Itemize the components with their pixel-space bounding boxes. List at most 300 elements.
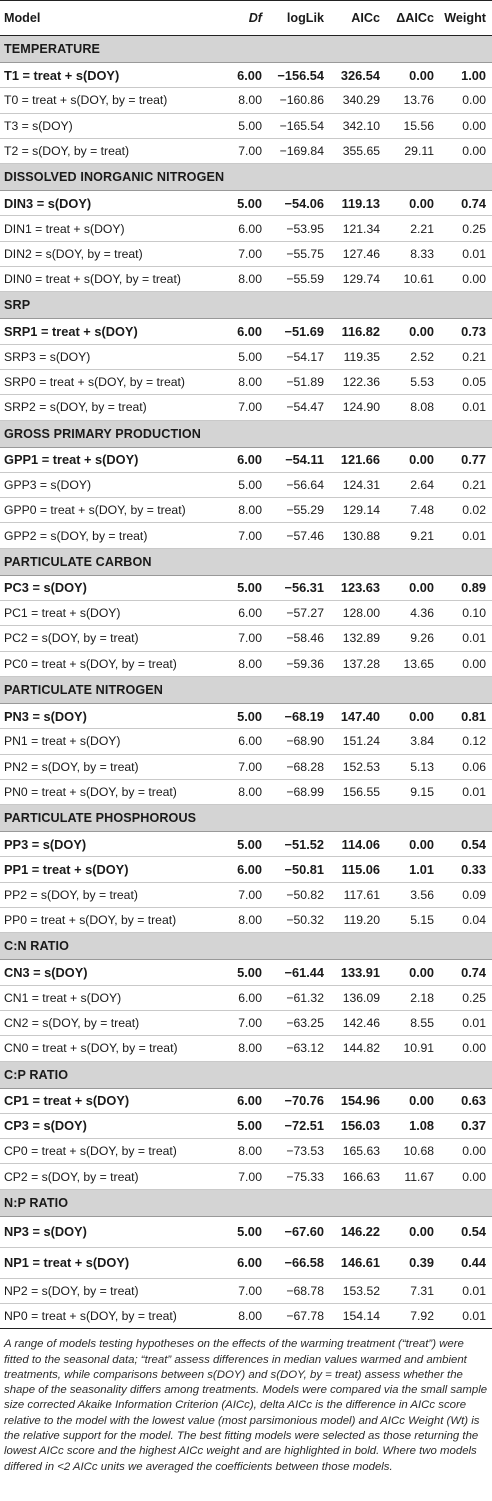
table-row — [0, 319, 492, 344]
cell-weight: 0.54 — [440, 832, 492, 857]
table-row — [0, 523, 492, 548]
cell-loglik: −54.47 — [268, 395, 330, 420]
cell-df: 7.00 — [218, 1010, 268, 1035]
cell-weight: 0.02 — [440, 498, 492, 523]
cell-weight: 0.01 — [440, 241, 492, 266]
cell-weight: 0.06 — [440, 754, 492, 779]
section-header-row — [0, 1061, 492, 1088]
cell-df: 6.00 — [218, 63, 268, 88]
cell-weight: 0.00 — [440, 267, 492, 292]
cell-df: 5.00 — [218, 1113, 268, 1138]
table-row — [0, 1247, 492, 1278]
cell-model: GPP0 = treat + s(DOY, by = treat) — [0, 498, 218, 523]
cell-loglik: −54.06 — [268, 191, 330, 216]
table-row — [0, 267, 492, 292]
cell-aicc: 151.24 — [330, 729, 386, 754]
section-header-row — [0, 1189, 492, 1216]
cell-loglik: −72.51 — [268, 1113, 330, 1138]
cell-loglik: −68.90 — [268, 729, 330, 754]
cell-weight: 0.25 — [440, 985, 492, 1010]
table-row — [0, 703, 492, 728]
cell-loglik: −56.64 — [268, 472, 330, 497]
cell-model: SRP1 = treat + s(DOY) — [0, 319, 218, 344]
cell-df: 8.00 — [218, 369, 268, 394]
cell-model: PN1 = treat + s(DOY) — [0, 729, 218, 754]
cell-aicc: 147.40 — [330, 703, 386, 728]
cell-delta-aicc: 0.00 — [386, 1216, 440, 1247]
table-row — [0, 575, 492, 600]
col-header-loglik: logLik — [268, 1, 330, 36]
cell-loglik: −165.54 — [268, 113, 330, 138]
cell-model: PC3 = s(DOY) — [0, 575, 218, 600]
table-row — [0, 1113, 492, 1138]
cell-delta-aicc: 8.55 — [386, 1010, 440, 1035]
cell-aicc: 355.65 — [330, 138, 386, 163]
cell-df: 5.00 — [218, 1216, 268, 1247]
cell-model: DIN1 = treat + s(DOY) — [0, 216, 218, 241]
section-header-row — [0, 676, 492, 703]
cell-model: PN2 = s(DOY, by = treat) — [0, 754, 218, 779]
cell-df: 6.00 — [218, 216, 268, 241]
table-row — [0, 626, 492, 651]
cell-aicc: 165.63 — [330, 1139, 386, 1164]
cell-weight: 0.00 — [440, 651, 492, 676]
cell-df: 7.00 — [218, 882, 268, 907]
cell-delta-aicc: 0.00 — [386, 319, 440, 344]
col-header-df: Df — [218, 1, 268, 36]
table-row — [0, 754, 492, 779]
table-row — [0, 344, 492, 369]
cell-delta-aicc: 7.92 — [386, 1303, 440, 1328]
cell-aicc: 137.28 — [330, 651, 386, 676]
cell-loglik: −61.32 — [268, 985, 330, 1010]
cell-weight: 0.00 — [440, 1139, 492, 1164]
cell-aicc: 121.66 — [330, 447, 386, 472]
cell-df: 7.00 — [218, 523, 268, 548]
cell-aicc: 119.20 — [330, 908, 386, 933]
cell-df: 6.00 — [218, 447, 268, 472]
cell-aicc: 326.54 — [330, 63, 386, 88]
table-row — [0, 113, 492, 138]
cell-model: SRP0 = treat + s(DOY, by = treat) — [0, 369, 218, 394]
cell-loglik: −67.60 — [268, 1216, 330, 1247]
cell-df: 8.00 — [218, 1303, 268, 1328]
table-body — [0, 36, 492, 1329]
cell-aicc: 129.14 — [330, 498, 386, 523]
cell-df: 7.00 — [218, 754, 268, 779]
cell-weight: 0.00 — [440, 88, 492, 113]
cell-loglik: −156.54 — [268, 63, 330, 88]
cell-model: PP0 = treat + s(DOY, by = treat) — [0, 908, 218, 933]
cell-delta-aicc: 10.68 — [386, 1139, 440, 1164]
cell-df: 8.00 — [218, 498, 268, 523]
cell-delta-aicc: 8.08 — [386, 395, 440, 420]
cell-weight: 0.04 — [440, 908, 492, 933]
table-row — [0, 88, 492, 113]
cell-delta-aicc: 0.00 — [386, 575, 440, 600]
cell-aicc: 127.46 — [330, 241, 386, 266]
cell-weight: 0.89 — [440, 575, 492, 600]
cell-delta-aicc: 1.08 — [386, 1113, 440, 1138]
cell-loglik: −50.82 — [268, 882, 330, 907]
cell-model: CP1 = treat + s(DOY) — [0, 1088, 218, 1113]
table-row — [0, 857, 492, 882]
cell-weight: 0.10 — [440, 601, 492, 626]
section-title: C:P RATIO — [0, 1061, 492, 1088]
cell-delta-aicc: 2.21 — [386, 216, 440, 241]
cell-loglik: −63.12 — [268, 1036, 330, 1061]
section-header-row — [0, 933, 492, 960]
cell-loglik: −68.28 — [268, 754, 330, 779]
cell-df: 5.00 — [218, 960, 268, 985]
cell-delta-aicc: 9.15 — [386, 779, 440, 804]
cell-aicc: 124.31 — [330, 472, 386, 497]
cell-aicc: 114.06 — [330, 832, 386, 857]
cell-delta-aicc: 2.52 — [386, 344, 440, 369]
table-row — [0, 908, 492, 933]
cell-model: NP2 = s(DOY, by = treat) — [0, 1278, 218, 1303]
cell-weight: 0.01 — [440, 395, 492, 420]
cell-df: 6.00 — [218, 985, 268, 1010]
section-header-row — [0, 805, 492, 832]
cell-delta-aicc: 9.21 — [386, 523, 440, 548]
cell-weight: 1.00 — [440, 63, 492, 88]
cell-loglik: −58.46 — [268, 626, 330, 651]
cell-aicc: 136.09 — [330, 985, 386, 1010]
cell-delta-aicc: 0.00 — [386, 1088, 440, 1113]
table-row — [0, 1164, 492, 1189]
cell-model: CN2 = s(DOY, by = treat) — [0, 1010, 218, 1035]
cell-model: PP3 = s(DOY) — [0, 832, 218, 857]
section-title: TEMPERATURE — [0, 36, 492, 63]
cell-loglik: −57.27 — [268, 601, 330, 626]
col-header-aicc: AICc — [330, 1, 386, 36]
cell-loglik: −50.32 — [268, 908, 330, 933]
cell-delta-aicc: 7.31 — [386, 1278, 440, 1303]
cell-weight: 0.73 — [440, 319, 492, 344]
col-header-model: Model — [0, 1, 218, 36]
cell-aicc: 116.82 — [330, 319, 386, 344]
cell-model: SRP3 = s(DOY) — [0, 344, 218, 369]
table-row — [0, 498, 492, 523]
cell-delta-aicc: 0.39 — [386, 1247, 440, 1278]
cell-delta-aicc: 5.53 — [386, 369, 440, 394]
table-row — [0, 882, 492, 907]
cell-df: 5.00 — [218, 832, 268, 857]
cell-aicc: 153.52 — [330, 1278, 386, 1303]
cell-delta-aicc: 7.48 — [386, 498, 440, 523]
cell-model: CP2 = s(DOY, by = treat) — [0, 1164, 218, 1189]
cell-delta-aicc: 5.15 — [386, 908, 440, 933]
cell-model: DIN3 = s(DOY) — [0, 191, 218, 216]
cell-df: 7.00 — [218, 1164, 268, 1189]
cell-aicc: 156.03 — [330, 1113, 386, 1138]
cell-df: 5.00 — [218, 191, 268, 216]
section-header-row — [0, 164, 492, 191]
cell-weight: 0.01 — [440, 779, 492, 804]
cell-aicc: 152.53 — [330, 754, 386, 779]
cell-aicc: 119.13 — [330, 191, 386, 216]
cell-weight: 0.37 — [440, 1113, 492, 1138]
table-row — [0, 191, 492, 216]
cell-aicc: 156.55 — [330, 779, 386, 804]
cell-df: 5.00 — [218, 703, 268, 728]
cell-loglik: −68.78 — [268, 1278, 330, 1303]
cell-loglik: −66.58 — [268, 1247, 330, 1278]
cell-df: 7.00 — [218, 395, 268, 420]
cell-model: CN1 = treat + s(DOY) — [0, 985, 218, 1010]
cell-df: 7.00 — [218, 626, 268, 651]
section-title: PARTICULATE NITROGEN — [0, 676, 492, 703]
cell-delta-aicc: 8.33 — [386, 241, 440, 266]
table-row — [0, 1303, 492, 1328]
cell-loglik: −59.36 — [268, 651, 330, 676]
cell-weight: 0.00 — [440, 1164, 492, 1189]
cell-model: CP0 = treat + s(DOY, by = treat) — [0, 1139, 218, 1164]
cell-model: GPP2 = s(DOY, by = treat) — [0, 523, 218, 548]
cell-delta-aicc: 3.84 — [386, 729, 440, 754]
cell-aicc: 117.61 — [330, 882, 386, 907]
cell-delta-aicc: 9.26 — [386, 626, 440, 651]
cell-df: 5.00 — [218, 113, 268, 138]
cell-df: 8.00 — [218, 779, 268, 804]
cell-df: 5.00 — [218, 344, 268, 369]
cell-weight: 0.74 — [440, 191, 492, 216]
cell-model: GPP1 = treat + s(DOY) — [0, 447, 218, 472]
cell-model: PC0 = treat + s(DOY, by = treat) — [0, 651, 218, 676]
cell-delta-aicc: 13.65 — [386, 651, 440, 676]
cell-delta-aicc: 10.91 — [386, 1036, 440, 1061]
table-row — [0, 1010, 492, 1035]
cell-loglik: −51.89 — [268, 369, 330, 394]
cell-aicc: 123.63 — [330, 575, 386, 600]
cell-df: 6.00 — [218, 601, 268, 626]
cell-loglik: −53.95 — [268, 216, 330, 241]
cell-delta-aicc: 0.00 — [386, 63, 440, 88]
cell-weight: 0.25 — [440, 216, 492, 241]
cell-aicc: 130.88 — [330, 523, 386, 548]
cell-df: 6.00 — [218, 319, 268, 344]
cell-df: 6.00 — [218, 729, 268, 754]
cell-model: GPP3 = s(DOY) — [0, 472, 218, 497]
table-row — [0, 985, 492, 1010]
cell-weight: 0.63 — [440, 1088, 492, 1113]
table-row — [0, 651, 492, 676]
cell-delta-aicc: 5.13 — [386, 754, 440, 779]
section-title: PARTICULATE CARBON — [0, 548, 492, 575]
table-row — [0, 960, 492, 985]
cell-delta-aicc: 3.56 — [386, 882, 440, 907]
cell-aicc: 146.22 — [330, 1216, 386, 1247]
cell-weight: 0.01 — [440, 1278, 492, 1303]
cell-aicc: 128.00 — [330, 601, 386, 626]
cell-aicc: 115.06 — [330, 857, 386, 882]
cell-aicc: 142.46 — [330, 1010, 386, 1035]
col-header-delta-aicc: ΔAICc — [386, 1, 440, 36]
table-row — [0, 1278, 492, 1303]
cell-aicc: 133.91 — [330, 960, 386, 985]
cell-delta-aicc: 0.00 — [386, 447, 440, 472]
cell-model: CN0 = treat + s(DOY, by = treat) — [0, 1036, 218, 1061]
cell-weight: 0.77 — [440, 447, 492, 472]
cell-model: T0 = treat + s(DOY, by = treat) — [0, 88, 218, 113]
cell-delta-aicc: 10.61 — [386, 267, 440, 292]
cell-loglik: −55.75 — [268, 241, 330, 266]
cell-df: 5.00 — [218, 575, 268, 600]
table-row — [0, 447, 492, 472]
cell-aicc: 342.10 — [330, 113, 386, 138]
cell-delta-aicc: 29.11 — [386, 138, 440, 163]
section-title: C:N RATIO — [0, 933, 492, 960]
cell-weight: 0.12 — [440, 729, 492, 754]
cell-weight: 0.21 — [440, 344, 492, 369]
cell-model: T1 = treat + s(DOY) — [0, 63, 218, 88]
cell-aicc: 121.34 — [330, 216, 386, 241]
cell-df: 8.00 — [218, 1139, 268, 1164]
cell-model: CN3 = s(DOY) — [0, 960, 218, 985]
cell-aicc: 340.29 — [330, 88, 386, 113]
cell-delta-aicc: 15.56 — [386, 113, 440, 138]
section-title: SRP — [0, 292, 492, 319]
cell-model: PN0 = treat + s(DOY, by = treat) — [0, 779, 218, 804]
cell-model: PC2 = s(DOY, by = treat) — [0, 626, 218, 651]
cell-loglik: −169.84 — [268, 138, 330, 163]
cell-loglik: −54.17 — [268, 344, 330, 369]
cell-model: SRP2 = s(DOY, by = treat) — [0, 395, 218, 420]
cell-delta-aicc: 2.64 — [386, 472, 440, 497]
table-row — [0, 216, 492, 241]
cell-df: 6.00 — [218, 1247, 268, 1278]
cell-loglik: −51.52 — [268, 832, 330, 857]
cell-loglik: −61.44 — [268, 960, 330, 985]
table-row — [0, 779, 492, 804]
cell-loglik: −70.76 — [268, 1088, 330, 1113]
cell-model: PP2 = s(DOY, by = treat) — [0, 882, 218, 907]
cell-model: NP3 = s(DOY) — [0, 1216, 218, 1247]
cell-loglik: −160.86 — [268, 88, 330, 113]
table-row — [0, 1088, 492, 1113]
cell-loglik: −73.53 — [268, 1139, 330, 1164]
cell-weight: 0.00 — [440, 1036, 492, 1061]
section-title: N:P RATIO — [0, 1189, 492, 1216]
cell-aicc: 144.82 — [330, 1036, 386, 1061]
cell-model: T2 = s(DOY, by = treat) — [0, 138, 218, 163]
cell-weight: 0.44 — [440, 1247, 492, 1278]
cell-model: NP0 = treat + s(DOY, by = treat) — [0, 1303, 218, 1328]
cell-df: 6.00 — [218, 1088, 268, 1113]
cell-model: PP1 = treat + s(DOY) — [0, 857, 218, 882]
cell-weight: 0.00 — [440, 113, 492, 138]
cell-aicc: 132.89 — [330, 626, 386, 651]
table-row — [0, 63, 492, 88]
cell-aicc: 166.63 — [330, 1164, 386, 1189]
col-header-weight: Weight — [440, 1, 492, 36]
cell-delta-aicc: 1.01 — [386, 857, 440, 882]
cell-loglik: −54.11 — [268, 447, 330, 472]
cell-df: 8.00 — [218, 88, 268, 113]
cell-delta-aicc: 11.67 — [386, 1164, 440, 1189]
cell-delta-aicc: 0.00 — [386, 960, 440, 985]
cell-model: CP3 = s(DOY) — [0, 1113, 218, 1138]
cell-delta-aicc: 0.00 — [386, 703, 440, 728]
cell-weight: 0.09 — [440, 882, 492, 907]
cell-df: 7.00 — [218, 1278, 268, 1303]
cell-delta-aicc: 0.00 — [386, 191, 440, 216]
section-title: DISSOLVED INORGANIC NITROGEN — [0, 164, 492, 191]
cell-loglik: −63.25 — [268, 1010, 330, 1035]
table-row — [0, 832, 492, 857]
cell-aicc: 154.14 — [330, 1303, 386, 1328]
cell-model: DIN2 = s(DOY, by = treat) — [0, 241, 218, 266]
table-row — [0, 1139, 492, 1164]
cell-df: 8.00 — [218, 267, 268, 292]
cell-model: PC1 = treat + s(DOY) — [0, 601, 218, 626]
cell-model: NP1 = treat + s(DOY) — [0, 1247, 218, 1278]
table-row — [0, 369, 492, 394]
cell-model: DIN0 = treat + s(DOY, by = treat) — [0, 267, 218, 292]
cell-loglik: −50.81 — [268, 857, 330, 882]
cell-aicc: 119.35 — [330, 344, 386, 369]
cell-loglik: −51.69 — [268, 319, 330, 344]
cell-df: 8.00 — [218, 908, 268, 933]
cell-weight: 0.01 — [440, 1010, 492, 1035]
table-row — [0, 1036, 492, 1061]
cell-df: 5.00 — [218, 472, 268, 497]
cell-loglik: −68.99 — [268, 779, 330, 804]
cell-loglik: −55.59 — [268, 267, 330, 292]
table-row — [0, 472, 492, 497]
cell-df: 7.00 — [218, 138, 268, 163]
section-header-row — [0, 420, 492, 447]
cell-weight: 0.01 — [440, 626, 492, 651]
cell-loglik: −67.78 — [268, 1303, 330, 1328]
header-row — [0, 1, 492, 36]
table-row — [0, 729, 492, 754]
table-row — [0, 138, 492, 163]
cell-delta-aicc: 13.76 — [386, 88, 440, 113]
cell-weight: 0.01 — [440, 1303, 492, 1328]
cell-aicc: 154.96 — [330, 1088, 386, 1113]
cell-weight: 0.21 — [440, 472, 492, 497]
section-header-row — [0, 292, 492, 319]
cell-aicc: 146.61 — [330, 1247, 386, 1278]
table-footnote: A range of models testing hypotheses on the effects of the warming treatment (“treat”) were fitted to the seasonal data; “treat” assess differences in median values warmed and ambient treatments, while comparisons between s(DOY) and s(DOY, by = treat) assess whether the shape of the seasonality differs among treatments. Models were compared via the small sample size corrected Akaike Information Criterion (AICc), delta AICc is the difference in AICc score relative to the model with the lowest value (most parsimonious model) and AICc Weight (Wt) is the relative support for the model. The best fitting models were selected as those returning the lowest AICc score and the highest AICc weight and are highlighted in bold. Where two models differed in <2 AICc units we averaged the coefficients between those models. — [4, 1338, 488, 1473]
cell-delta-aicc: 0.00 — [386, 832, 440, 857]
cell-weight: 0.01 — [440, 523, 492, 548]
cell-loglik: −75.33 — [268, 1164, 330, 1189]
cell-delta-aicc: 4.36 — [386, 601, 440, 626]
cell-weight: 0.33 — [440, 857, 492, 882]
section-title: GROSS PRIMARY PRODUCTION — [0, 420, 492, 447]
cell-model: T3 = s(DOY) — [0, 113, 218, 138]
cell-df: 6.00 — [218, 857, 268, 882]
cell-delta-aicc: 2.18 — [386, 985, 440, 1010]
cell-loglik: −68.19 — [268, 703, 330, 728]
cell-df: 7.00 — [218, 241, 268, 266]
cell-aicc: 124.90 — [330, 395, 386, 420]
table-row — [0, 241, 492, 266]
section-title: PARTICULATE PHOSPHOROUS — [0, 805, 492, 832]
cell-loglik: −55.29 — [268, 498, 330, 523]
cell-df: 8.00 — [218, 651, 268, 676]
cell-weight: 0.74 — [440, 960, 492, 985]
table-row — [0, 1216, 492, 1247]
cell-weight: 0.81 — [440, 703, 492, 728]
section-header-row — [0, 36, 492, 63]
cell-weight: 0.54 — [440, 1216, 492, 1247]
cell-weight: 0.00 — [440, 138, 492, 163]
section-header-row — [0, 548, 492, 575]
